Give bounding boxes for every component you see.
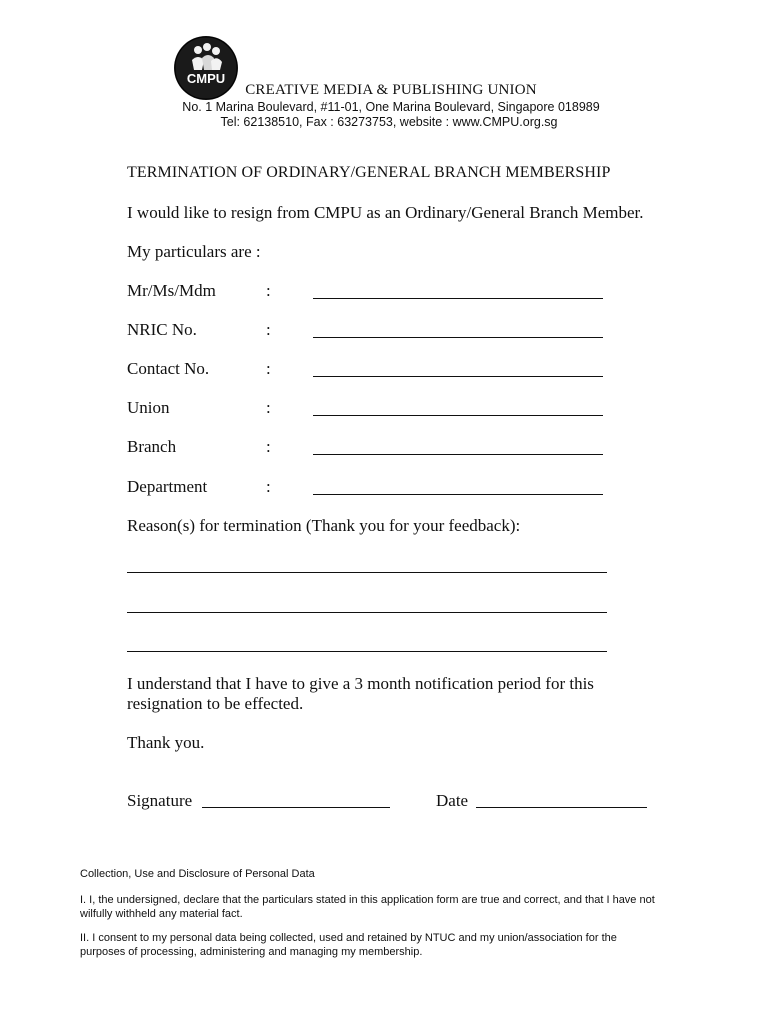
declaration-line-2: wilfully withheld any material fact. [80, 907, 243, 920]
union-field[interactable] [313, 415, 603, 416]
org-name: CREATIVE MEDIA & PUBLISHING UNION [245, 82, 537, 98]
signature-field[interactable] [202, 807, 390, 808]
nric-field[interactable] [313, 337, 603, 338]
field-label-union: Union [127, 398, 170, 417]
department-field[interactable] [313, 494, 603, 495]
org-address: No. 1 Marina Boulevard, #11-01, One Marina Boulevard, Singapore 018989 [182, 100, 600, 114]
consent-clause [80, 932, 720, 959]
consent-line-1: II. I consent to my personal data being collected, used and retained by NTUC and my union/association for the [80, 932, 617, 944]
reason-line-2[interactable] [127, 612, 607, 613]
form-title: TERMINATION OF ORDINARY/GENERAL BRANCH MEMBERSHIP [127, 164, 611, 181]
particulars-heading: My particulars are : [127, 242, 261, 261]
reason-heading: Reason(s) for termination (Thank you for your feedback): [127, 516, 521, 535]
field-colon: : [266, 320, 271, 339]
field-colon: : [266, 281, 271, 300]
consent-line-2: purposes of processing, administering and managing my membership. [80, 945, 423, 958]
date-label: Date [436, 791, 469, 810]
contact-field[interactable] [313, 376, 603, 377]
reason-line-1[interactable] [127, 572, 607, 573]
field-label-department: Department [127, 477, 208, 496]
notice-line-1: I understand that I have to give a 3 month notification period for this [127, 674, 594, 693]
declaration-line-1: I. I, the undersigned, declare that the particulars stated in this application form are true and correct, and that I have not [80, 894, 655, 906]
date-field[interactable] [476, 807, 647, 808]
declaration-clause [80, 894, 720, 921]
reason-line-3[interactable] [127, 651, 607, 652]
field-colon: : [266, 398, 271, 417]
intro-text: I would like to resign from CMPU as an Ordinary/General Branch Member. [127, 203, 644, 222]
pdpa-heading: Collection, Use and Disclosure of Personal Data [80, 868, 315, 880]
field-colon: : [266, 359, 271, 378]
branch-field[interactable] [313, 454, 603, 455]
svg-text:CMPU: CMPU [186, 71, 226, 86]
name-field[interactable] [313, 298, 603, 299]
field-label-name: Mr/Ms/Mdm [127, 281, 216, 300]
field-colon: : [266, 437, 271, 456]
thank-you-text: Thank you. [127, 733, 205, 752]
signature-label: Signature [127, 791, 193, 810]
field-label-branch: Branch [127, 437, 177, 456]
field-label-contact: Contact No. [127, 359, 210, 378]
notice-line-2: resignation to be effected. [127, 694, 304, 713]
org-contact: Tel: 62138510, Fax : 63273753, website : www.CMPU.org.sg [220, 115, 558, 129]
field-label-nric: NRIC No. [127, 320, 197, 339]
field-colon: : [266, 477, 271, 496]
